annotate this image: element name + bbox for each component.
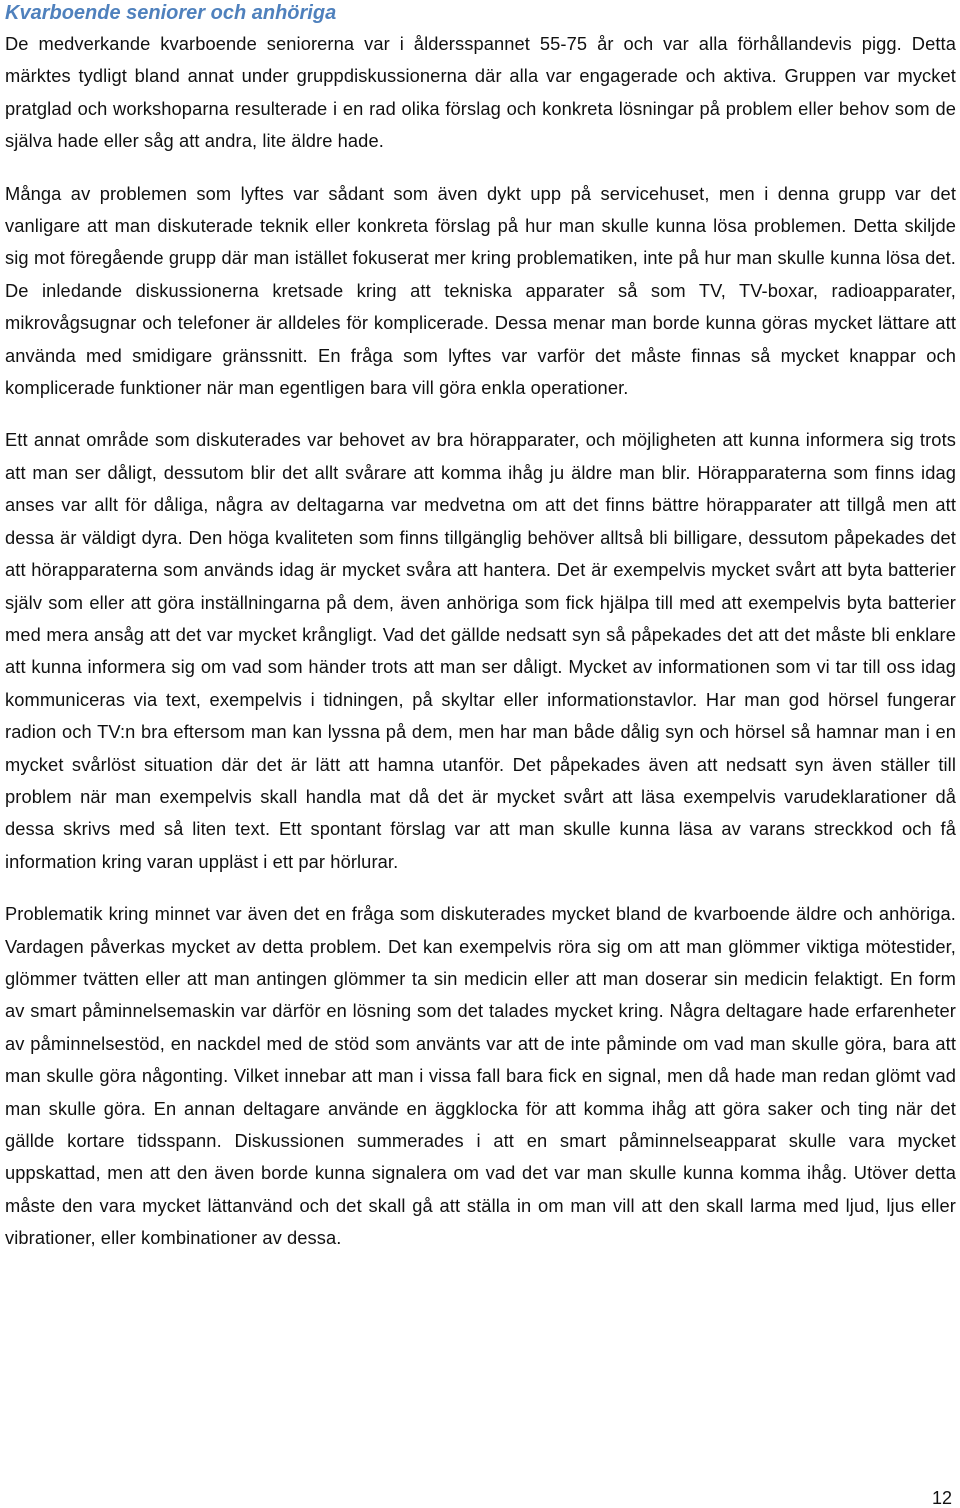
paragraph-technology: Många av problemen som lyftes var sådant som även dykt upp på servicehuset, men i denna grupp var det vanligare att man diskuterade teknik eller konkreta förslag på hur man skulle kunna lösa problemen. Detta skiljde sig mot föregående grupp där man istället fokuserat mer kring problematiken, inte på hur man skulle kunna lösa det. De inledande diskussionerna kretsade kring att tekniska apparater så som TV, TV-boxar, radioapparater, mikrovågsugnar och telefoner är alldeles för komplicerade. Dessa menar man borde kunna göras mycket lättare att använda med smidigare gränssnitt. En fråga som lyftes var varför det måste finnas så mycket knappar och komplicerade funktioner när man egentligen bara vill göra enkla operationer.: [5, 182, 956, 399]
paragraph-seniors-intro: De medverkande kvarboende seniorerna var i åldersspannet 55-75 år och var alla förhållandevis pigg. Detta märktes tydligt bland annat under gruppdiskussionerna där alla var engagerade och aktiva. Gruppen var mycket pratglad och workshoparna resulterade i en rad olika förslag och konkreta lösningar på problem eller behov som de själva hade eller såg att andra, lite äldre hade.: [5, 33, 956, 152]
page-number: 12: [931, 1488, 952, 1508]
paragraph-hearing-vision: Ett annat område som diskuterades var behovet av bra hörapparater, och möjligheten att kunna informera sig trots att man ser dåligt, dessutom blir det allt svårare att komma ihåg ju äldre man blir. Hörapparaterna som finns idag anses var allt för dåliga, några av deltagarna var medvetna om att det finns bättre hörapparater att tillgå men att dessa är väldigt dyra. Den höga kvaliteten som finns tillgänglig behöver alltså bli billigare, dessutom påpekades det att hörapparaterna som används idag är mycket svåra att hantera. Det är exempelvis mycket svårt att byta batterier själv som eller att göra inställningarna på dem, även anhöriga som fick hjälpa till med att exempelvis byta batterier med mera ansåg att det var mycket krångligt. Vad det gällde nedsatt syn så påpekades det att det måste bli enklare att kunna informera sig om vad som händer trots att man ser dåligt. Mycket av informationen som vi tar till oss idag kommuniceras via text, exempelvis i tidningen, på skyltar eller informationstavlor. Har man god hörsel fungerar radion och TV:n bra eftersom man kan lyssna på dem, men har man både dålig syn och hörsel så hamnar man i en mycket svårlöst situation där det är lätt att hamna utanför. Det påpekades även att nedsatt syn även ställer till problem när man exempelvis skall handla mat då det är mycket svårt att läsa exempelvis varudeklarationer då dessa skrivs med så liten text. Ett spontant förslag var att man skulle kunna läsa av varans streckkod och få information kring varan uppläst i ett par hörlurar.: [5, 429, 956, 872]
section-heading: Kvarboende seniorer och anhöriga: [5, 2, 337, 24]
paragraph-memory: Problematik kring minnet var även det en fråga som diskuterades mycket bland de kvarboende äldre och anhöriga. Vardagen påverkas mycket av detta problem. Det kan exempelvis röra sig om att man glömmer viktiga mötestider, glömmer tvätten eller att man antingen glömmer ta sin medicin eller att man doserar sin medicin felaktigt. En form av smart påminnelsemaskin var därför en lösning som det talades mycket kring. Några deltagare hade erfarenheter av påminnelsestöd, en nackdel med de stöd som använts var att de inte påminde om vad man skulle göra, bara att man skulle göra någonting. Vilket innebar att man i vissa fall bara fick en signal, men då hade man redan glömt vad man skulle göra. En annan deltagare använde en äggklocka för att komma ihåg att göra saker och ting när det gällde kortare tidsspann. Diskussionen summerades i att en smart påminnelseapparat skulle vara mycket uppskattad, men att den även borde kunna signalera om vad det var man skulle kunna komma ihåg. Utöver detta måste den vara mycket lättanvänd och det skall gå att ställa in om man vill att den skall larma med ljud, ljus eller vibrationer, eller kombinationer av dessa.: [5, 903, 956, 1249]
document-page: [5, 0, 956, 1255]
